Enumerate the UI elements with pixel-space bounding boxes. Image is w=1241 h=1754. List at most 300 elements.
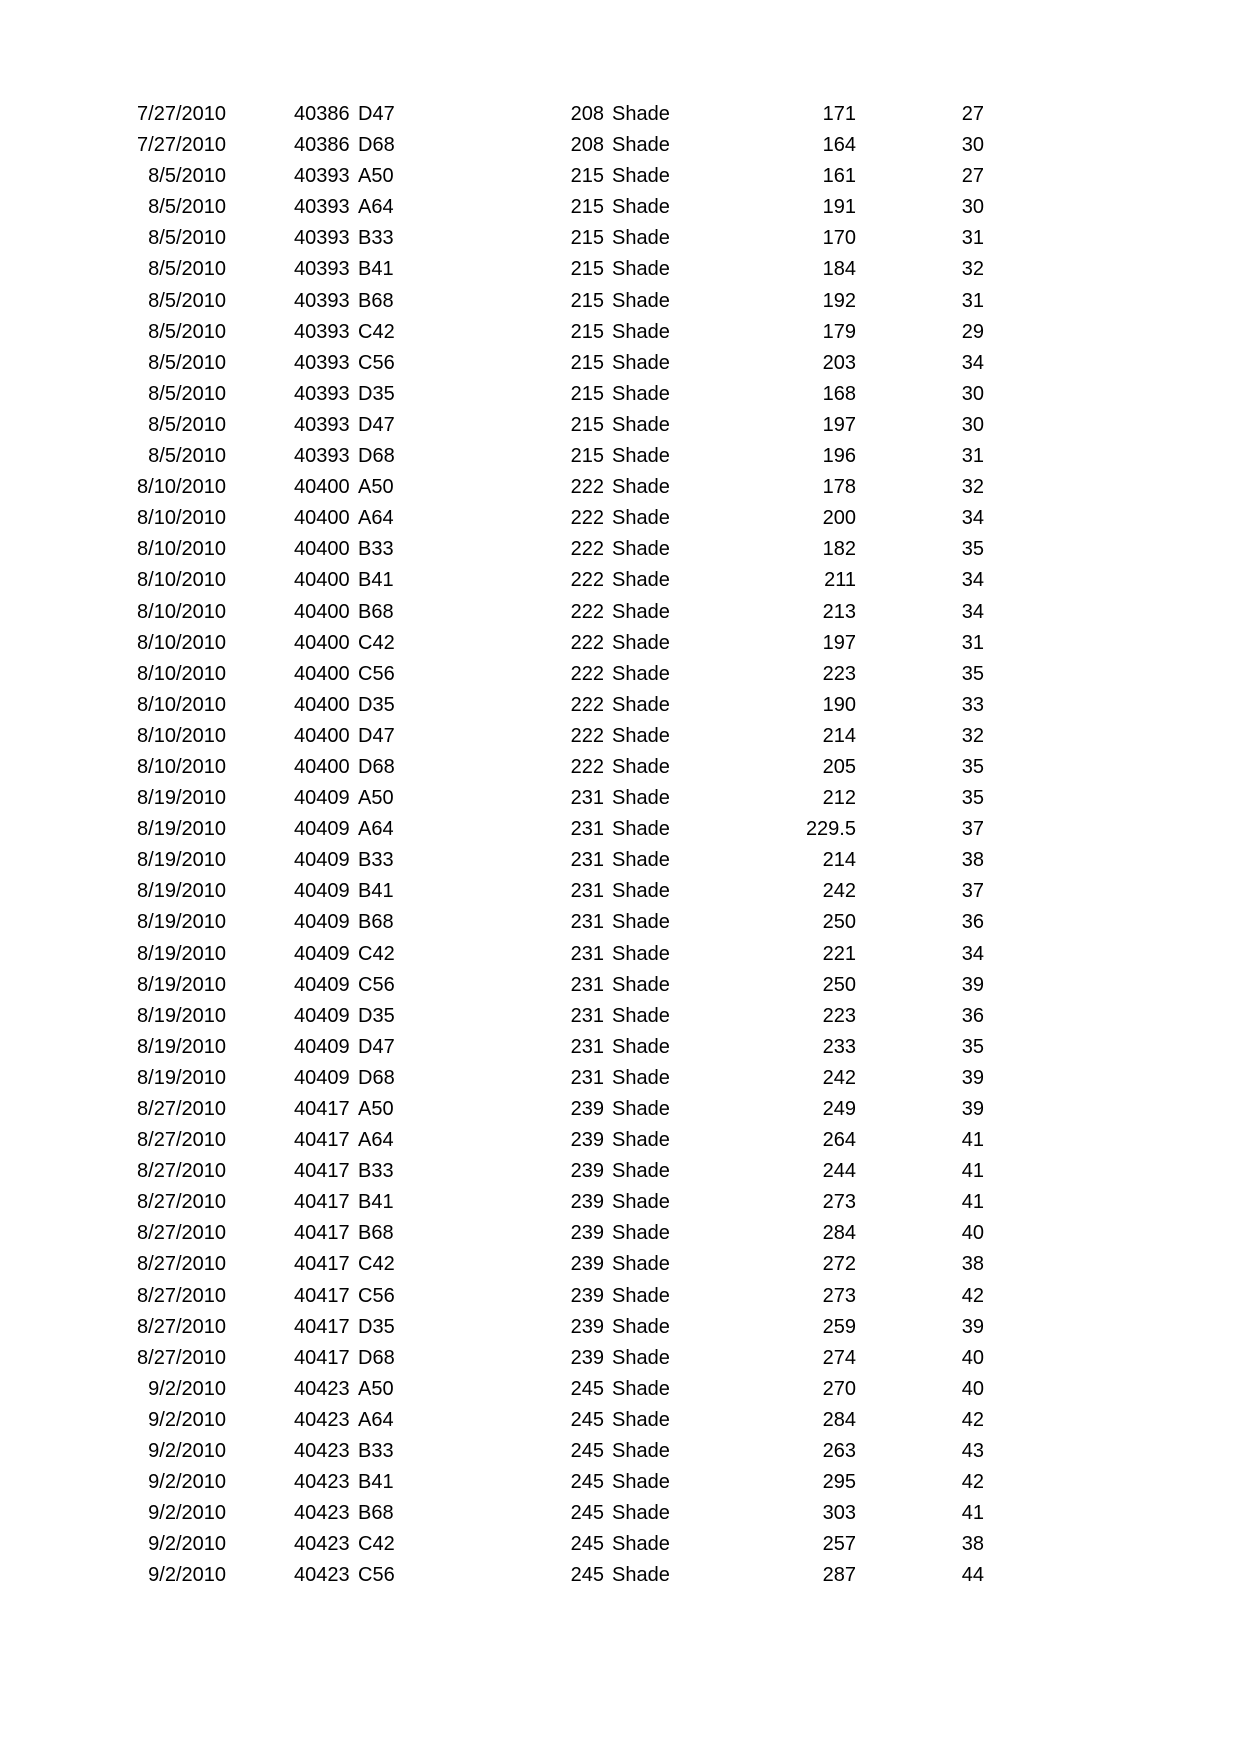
value1-cell: 257 — [822, 1533, 856, 1556]
table-row — [0, 628, 1241, 659]
day-of-year-cell: 231 — [570, 973, 604, 996]
plot-cell: B33 — [358, 1160, 394, 1183]
treatment-cell: Shade — [612, 538, 670, 561]
value1-cell: 192 — [822, 289, 856, 312]
serial-cell: 40417 — [294, 1098, 350, 1120]
treatment-cell: Shade — [612, 1377, 670, 1400]
value2-cell: 42 — [961, 1284, 984, 1307]
day-of-year-cell: 239 — [570, 1129, 604, 1152]
value1-cell: 249 — [822, 1098, 856, 1120]
table-row — [0, 1343, 1241, 1374]
day-of-year-cell: 215 — [570, 227, 604, 250]
value2-cell: 40 — [961, 1346, 984, 1369]
value1-cell: 168 — [822, 382, 856, 405]
plot-cell: C56 — [358, 1564, 395, 1587]
table-row — [0, 1218, 1241, 1249]
day-of-year-cell: 231 — [570, 849, 604, 872]
plot-cell: B33 — [358, 849, 394, 872]
serial-cell: 40400 — [294, 507, 350, 530]
serial-cell: 40393 — [294, 320, 350, 343]
value2-cell: 27 — [961, 165, 984, 188]
treatment-cell: Shade — [612, 1471, 670, 1494]
table-row — [0, 597, 1241, 628]
date-cell: 8/5/2010 — [148, 289, 226, 312]
value1-cell: 190 — [822, 693, 856, 716]
value2-cell: 35 — [961, 538, 984, 561]
treatment-cell: Shade — [612, 1129, 670, 1152]
serial-cell: 40400 — [294, 755, 350, 778]
value1-cell: 264 — [822, 1129, 856, 1152]
table-row — [0, 1125, 1241, 1156]
serial-cell: 40386 — [294, 134, 350, 157]
day-of-year-cell: 215 — [570, 289, 604, 312]
value1-cell: 191 — [822, 196, 856, 219]
plot-cell: B33 — [358, 538, 394, 561]
table-row — [0, 659, 1241, 690]
serial-cell: 40409 — [294, 1035, 350, 1058]
date-cell: 8/27/2010 — [137, 1346, 226, 1369]
table-row — [0, 286, 1241, 317]
treatment-cell: Shade — [612, 227, 670, 250]
value2-cell: 32 — [961, 476, 984, 499]
serial-cell: 40417 — [294, 1191, 350, 1214]
day-of-year-cell: 239 — [570, 1160, 604, 1183]
table-row — [0, 1529, 1241, 1560]
day-of-year-cell: 239 — [570, 1098, 604, 1120]
value2-cell: 41 — [961, 1502, 984, 1525]
value2-cell: 41 — [961, 1191, 984, 1214]
value1-cell: 242 — [822, 880, 856, 903]
value1-cell: 272 — [822, 1253, 856, 1276]
day-of-year-cell: 231 — [570, 787, 604, 810]
plot-cell: A64 — [358, 1408, 394, 1431]
plot-cell: A50 — [358, 476, 394, 499]
day-of-year-cell: 222 — [570, 631, 604, 654]
treatment-cell: Shade — [612, 413, 670, 436]
table-row — [0, 752, 1241, 783]
date-cell: 8/27/2010 — [137, 1191, 226, 1214]
table-row — [0, 1312, 1241, 1343]
value1-cell: 164 — [822, 134, 856, 157]
date-cell: 9/2/2010 — [148, 1533, 226, 1556]
treatment-cell: Shade — [612, 662, 670, 685]
serial-cell: 40423 — [294, 1533, 350, 1556]
serial-cell: 40400 — [294, 476, 350, 499]
value1-cell: 205 — [822, 755, 856, 778]
table-row — [0, 1249, 1241, 1280]
plot-cell: C42 — [358, 1253, 395, 1276]
date-cell: 8/27/2010 — [137, 1284, 226, 1307]
treatment-cell: Shade — [612, 258, 670, 281]
day-of-year-cell: 231 — [570, 942, 604, 965]
day-of-year-cell: 222 — [570, 476, 604, 499]
date-cell: 8/5/2010 — [148, 382, 226, 405]
date-cell: 8/19/2010 — [137, 787, 226, 810]
value1-cell: 233 — [822, 1035, 856, 1058]
plot-cell: C42 — [358, 631, 395, 654]
value2-cell: 35 — [961, 755, 984, 778]
day-of-year-cell: 215 — [570, 196, 604, 219]
treatment-cell: Shade — [612, 476, 670, 499]
date-cell: 8/19/2010 — [137, 1035, 226, 1058]
serial-cell: 40393 — [294, 196, 350, 219]
treatment-cell: Shade — [612, 569, 670, 592]
value2-cell: 33 — [961, 693, 984, 716]
day-of-year-cell: 239 — [570, 1253, 604, 1276]
table-row — [0, 1063, 1241, 1094]
table-row — [0, 1032, 1241, 1063]
value1-cell: 274 — [822, 1346, 856, 1369]
date-cell: 8/5/2010 — [148, 445, 226, 468]
date-cell: 9/2/2010 — [148, 1377, 226, 1400]
table-row — [0, 161, 1241, 192]
value2-cell: 34 — [961, 569, 984, 592]
treatment-cell: Shade — [612, 724, 670, 747]
value2-cell: 41 — [961, 1129, 984, 1152]
day-of-year-cell: 231 — [570, 911, 604, 934]
table-row — [0, 192, 1241, 223]
value1-cell: 214 — [822, 849, 856, 872]
table-row — [0, 1560, 1241, 1591]
date-cell: 9/2/2010 — [148, 1471, 226, 1494]
day-of-year-cell: 215 — [570, 413, 604, 436]
day-of-year-cell: 215 — [570, 320, 604, 343]
plot-cell: D47 — [358, 1035, 395, 1058]
date-cell: 8/27/2010 — [137, 1129, 226, 1152]
date-cell: 8/19/2010 — [137, 942, 226, 965]
day-of-year-cell: 222 — [570, 693, 604, 716]
serial-cell: 40393 — [294, 413, 350, 436]
value2-cell: 35 — [961, 787, 984, 810]
table-row — [0, 1405, 1241, 1436]
date-cell: 8/19/2010 — [137, 911, 226, 934]
date-cell: 8/5/2010 — [148, 258, 226, 281]
day-of-year-cell: 239 — [570, 1284, 604, 1307]
serial-cell: 40423 — [294, 1377, 350, 1400]
serial-cell: 40400 — [294, 569, 350, 592]
treatment-cell: Shade — [612, 1315, 670, 1338]
day-of-year-cell: 231 — [570, 818, 604, 841]
date-cell: 8/19/2010 — [137, 1066, 226, 1089]
value1-cell: 197 — [822, 631, 856, 654]
value1-cell: 284 — [822, 1222, 856, 1245]
serial-cell: 40393 — [294, 258, 350, 281]
day-of-year-cell: 208 — [570, 134, 604, 157]
plot-cell: A64 — [358, 818, 394, 841]
table-row — [0, 410, 1241, 441]
plot-cell: D35 — [358, 1004, 395, 1027]
value2-cell: 44 — [961, 1564, 984, 1587]
table-row — [0, 970, 1241, 1001]
value1-cell: 200 — [822, 507, 856, 530]
date-cell: 8/10/2010 — [137, 600, 226, 623]
day-of-year-cell: 222 — [570, 724, 604, 747]
day-of-year-cell: 231 — [570, 1066, 604, 1089]
date-cell: 8/27/2010 — [137, 1160, 226, 1183]
treatment-cell: Shade — [612, 1564, 670, 1587]
value2-cell: 37 — [961, 880, 984, 903]
plot-cell: A64 — [358, 1129, 394, 1152]
value2-cell: 34 — [961, 351, 984, 374]
day-of-year-cell: 245 — [570, 1408, 604, 1431]
treatment-cell: Shade — [612, 1502, 670, 1525]
day-of-year-cell: 222 — [570, 507, 604, 530]
plot-cell: D68 — [358, 445, 395, 468]
plot-cell: B68 — [358, 1222, 394, 1245]
value2-cell: 37 — [961, 818, 984, 841]
plot-cell: D68 — [358, 1066, 395, 1089]
table-row — [0, 1281, 1241, 1312]
value1-cell: 178 — [822, 476, 856, 499]
day-of-year-cell: 245 — [570, 1471, 604, 1494]
treatment-cell: Shade — [612, 818, 670, 841]
date-cell: 8/27/2010 — [137, 1222, 226, 1245]
serial-cell: 40417 — [294, 1315, 350, 1338]
treatment-cell: Shade — [612, 1222, 670, 1245]
plot-cell: D35 — [358, 1315, 395, 1338]
date-cell: 8/27/2010 — [137, 1098, 226, 1120]
plot-cell: B68 — [358, 289, 394, 312]
value2-cell: 35 — [961, 1035, 984, 1058]
value1-cell: 171 — [822, 103, 856, 125]
treatment-cell: Shade — [612, 1066, 670, 1089]
date-cell: 8/10/2010 — [137, 755, 226, 778]
plot-cell: C56 — [358, 973, 395, 996]
day-of-year-cell: 239 — [570, 1222, 604, 1245]
table-row — [0, 721, 1241, 752]
serial-cell: 40417 — [294, 1222, 350, 1245]
date-cell: 8/19/2010 — [137, 849, 226, 872]
serial-cell: 40423 — [294, 1502, 350, 1525]
treatment-cell: Shade — [612, 1191, 670, 1214]
day-of-year-cell: 208 — [570, 103, 604, 125]
treatment-cell: Shade — [612, 1533, 670, 1556]
value2-cell: 41 — [961, 1160, 984, 1183]
serial-cell: 40409 — [294, 1004, 350, 1027]
day-of-year-cell: 231 — [570, 1004, 604, 1027]
value2-cell: 30 — [961, 196, 984, 219]
treatment-cell: Shade — [612, 880, 670, 903]
plot-cell: D68 — [358, 1346, 395, 1369]
plot-cell: B68 — [358, 911, 394, 934]
value2-cell: 35 — [961, 662, 984, 685]
value2-cell: 39 — [961, 1066, 984, 1089]
table-row — [0, 783, 1241, 814]
date-cell: 9/2/2010 — [148, 1408, 226, 1431]
serial-cell: 40393 — [294, 382, 350, 405]
plot-cell: A64 — [358, 196, 394, 219]
table-row — [0, 1094, 1241, 1125]
plot-cell: D47 — [358, 413, 395, 436]
serial-cell: 40417 — [294, 1284, 350, 1307]
treatment-cell: Shade — [612, 693, 670, 716]
date-cell: 8/10/2010 — [137, 569, 226, 592]
day-of-year-cell: 215 — [570, 258, 604, 281]
table-row — [0, 379, 1241, 410]
day-of-year-cell: 215 — [570, 351, 604, 374]
date-cell: 8/19/2010 — [137, 818, 226, 841]
plot-cell: B41 — [358, 1471, 394, 1494]
serial-cell: 40423 — [294, 1564, 350, 1587]
plot-cell: B68 — [358, 600, 394, 623]
table-row — [0, 130, 1241, 161]
value1-cell: 229.5 — [805, 818, 856, 841]
treatment-cell: Shade — [612, 507, 670, 530]
day-of-year-cell: 231 — [570, 880, 604, 903]
treatment-cell: Shade — [612, 1098, 670, 1120]
table-row — [0, 254, 1241, 285]
value2-cell: 42 — [961, 1471, 984, 1494]
plot-cell: A50 — [358, 1377, 394, 1400]
value2-cell: 40 — [961, 1222, 984, 1245]
serial-cell: 40393 — [294, 445, 350, 468]
table-row — [0, 1436, 1241, 1467]
serial-cell: 40400 — [294, 600, 350, 623]
serial-cell: 40393 — [294, 227, 350, 250]
table-row — [0, 939, 1241, 970]
table-row — [0, 1498, 1241, 1529]
serial-cell: 40409 — [294, 973, 350, 996]
table-row — [0, 1156, 1241, 1187]
day-of-year-cell: 222 — [570, 662, 604, 685]
treatment-cell: Shade — [612, 165, 670, 188]
plot-cell: D47 — [358, 724, 395, 747]
value1-cell: 184 — [822, 258, 856, 281]
value1-cell: 179 — [822, 320, 856, 343]
day-of-year-cell: 245 — [570, 1564, 604, 1587]
value2-cell: 32 — [961, 258, 984, 281]
table-row — [0, 472, 1241, 503]
table-row — [0, 690, 1241, 721]
treatment-cell: Shade — [612, 382, 670, 405]
date-cell: 8/19/2010 — [137, 880, 226, 903]
value1-cell: 263 — [822, 1440, 856, 1463]
treatment-cell: Shade — [612, 289, 670, 312]
day-of-year-cell: 222 — [570, 755, 604, 778]
serial-cell: 40423 — [294, 1440, 350, 1463]
treatment-cell: Shade — [612, 600, 670, 623]
date-cell: 8/5/2010 — [148, 196, 226, 219]
serial-cell: 40409 — [294, 942, 350, 965]
plot-cell: D68 — [358, 134, 395, 157]
date-cell: 8/27/2010 — [137, 1253, 226, 1276]
treatment-cell: Shade — [612, 911, 670, 934]
value1-cell: 250 — [822, 911, 856, 934]
table-row — [0, 1001, 1241, 1032]
value1-cell: 259 — [822, 1315, 856, 1338]
value1-cell: 223 — [822, 1004, 856, 1027]
serial-cell: 40393 — [294, 165, 350, 188]
value2-cell: 36 — [961, 911, 984, 934]
serial-cell: 40417 — [294, 1253, 350, 1276]
treatment-cell: Shade — [612, 351, 670, 374]
plot-cell: C56 — [358, 662, 395, 685]
date-cell: 8/10/2010 — [137, 507, 226, 530]
treatment-cell: Shade — [612, 787, 670, 810]
date-cell: 8/5/2010 — [148, 351, 226, 374]
day-of-year-cell: 222 — [570, 538, 604, 561]
table-row — [0, 223, 1241, 254]
treatment-cell: Shade — [612, 755, 670, 778]
plot-cell: C42 — [358, 320, 395, 343]
value1-cell: 212 — [822, 787, 856, 810]
value1-cell: 270 — [822, 1377, 856, 1400]
value1-cell: 196 — [822, 445, 856, 468]
table-row — [0, 317, 1241, 348]
value1-cell: 273 — [822, 1284, 856, 1307]
day-of-year-cell: 215 — [570, 382, 604, 405]
value2-cell: 34 — [961, 507, 984, 530]
value2-cell: 38 — [961, 1533, 984, 1556]
value2-cell: 38 — [961, 849, 984, 872]
value2-cell: 38 — [961, 1253, 984, 1276]
day-of-year-cell: 222 — [570, 569, 604, 592]
day-of-year-cell: 239 — [570, 1346, 604, 1369]
value1-cell: 170 — [822, 227, 856, 250]
date-cell: 9/2/2010 — [148, 1502, 226, 1525]
value1-cell: 203 — [822, 351, 856, 374]
value1-cell: 273 — [822, 1191, 856, 1214]
serial-cell: 40400 — [294, 538, 350, 561]
treatment-cell: Shade — [612, 1346, 670, 1369]
serial-cell: 40393 — [294, 351, 350, 374]
treatment-cell: Shade — [612, 1160, 670, 1183]
table-row — [0, 441, 1241, 472]
value2-cell: 30 — [961, 134, 984, 157]
plot-cell: C56 — [358, 351, 395, 374]
day-of-year-cell: 215 — [570, 165, 604, 188]
plot-cell: B41 — [358, 880, 394, 903]
serial-cell: 40417 — [294, 1129, 350, 1152]
plot-cell: B41 — [358, 569, 394, 592]
date-cell: 8/19/2010 — [137, 973, 226, 996]
value1-cell: 244 — [822, 1160, 856, 1183]
value1-cell: 250 — [822, 973, 856, 996]
serial-cell: 40409 — [294, 880, 350, 903]
day-of-year-cell: 245 — [570, 1440, 604, 1463]
table-row — [0, 814, 1241, 845]
day-of-year-cell: 245 — [570, 1502, 604, 1525]
treatment-cell: Shade — [612, 320, 670, 343]
plot-cell: A64 — [358, 507, 394, 530]
table-row — [0, 876, 1241, 907]
plot-cell: C56 — [358, 1284, 395, 1307]
date-cell: 9/2/2010 — [148, 1564, 226, 1587]
day-of-year-cell: 245 — [570, 1533, 604, 1556]
serial-cell: 40417 — [294, 1346, 350, 1369]
value1-cell: 197 — [822, 413, 856, 436]
serial-cell: 40400 — [294, 631, 350, 654]
plot-cell: A50 — [358, 165, 394, 188]
value1-cell: 223 — [822, 662, 856, 685]
value2-cell: 29 — [961, 320, 984, 343]
plot-cell: B41 — [358, 258, 394, 281]
value1-cell: 242 — [822, 1066, 856, 1089]
plot-cell: B33 — [358, 227, 394, 250]
value2-cell: 34 — [961, 942, 984, 965]
table-row — [0, 565, 1241, 596]
serial-cell: 40386 — [294, 103, 350, 125]
serial-cell: 40409 — [294, 787, 350, 810]
table-row — [0, 1467, 1241, 1498]
date-cell: 7/27/2010 — [137, 134, 226, 157]
value1-cell: 182 — [822, 538, 856, 561]
data-table — [0, 99, 1241, 1592]
table-row — [0, 348, 1241, 379]
value2-cell: 30 — [961, 382, 984, 405]
value1-cell: 161 — [822, 165, 856, 188]
value2-cell: 27 — [961, 103, 984, 125]
